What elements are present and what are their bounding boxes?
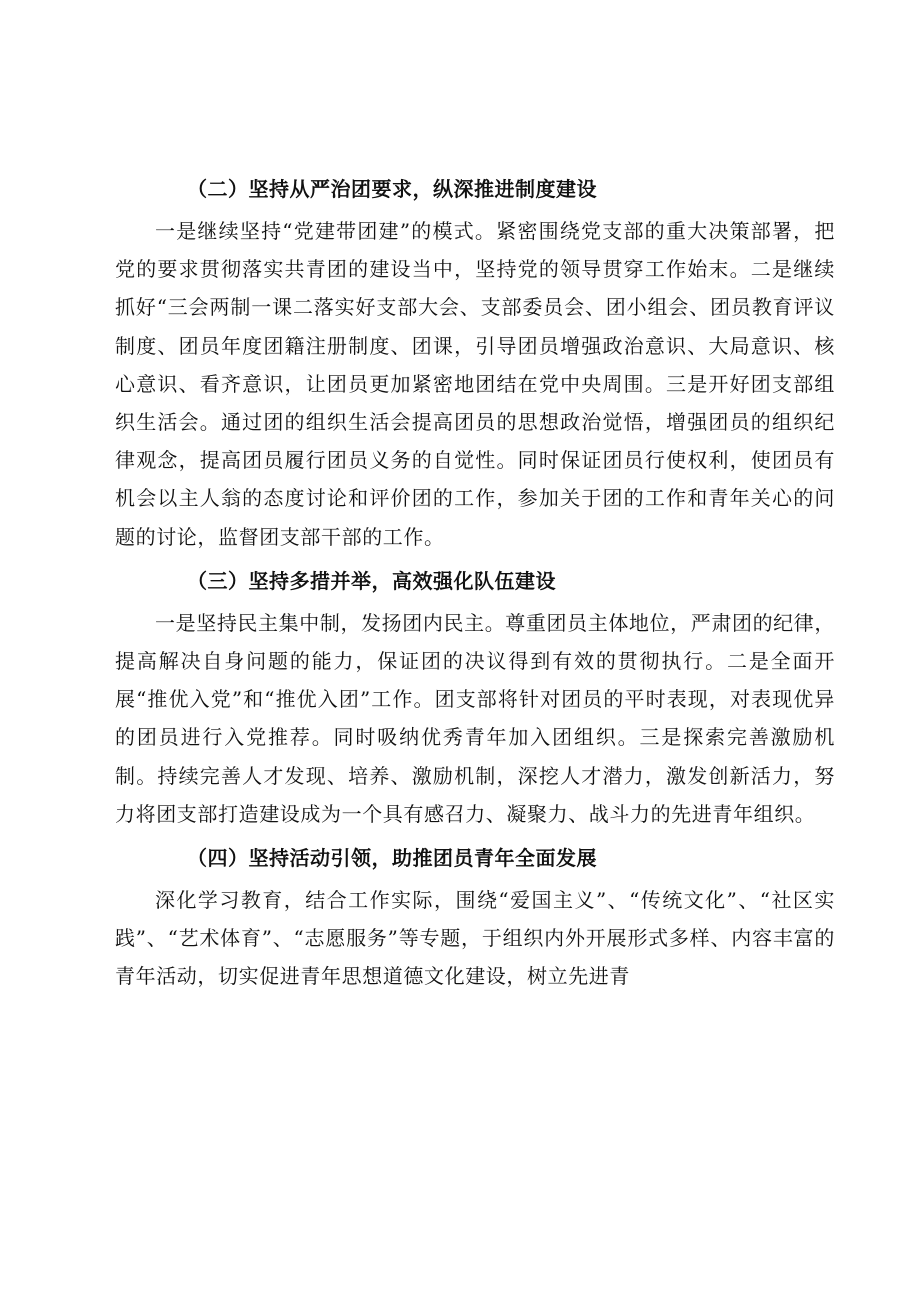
section-heading-4: （四）坚持活动引领，助推团员青年全面发展 [187, 846, 597, 871]
section-heading-2: （二）坚持从严治团要求，纵深推进制度建设 [187, 177, 597, 201]
section-heading-3: （三）坚持多措并举，高效强化队伍建设 [187, 568, 556, 593]
document-body [115, 170, 835, 996]
section-paragraph-2: 一是继续坚持“党建带团建”的模式。紧密围绕党支部的重大决策部署，把党的要求贯彻落实共青团的建设当中，坚持党的领导贯穿工作始末。二是继续抓好“三会两制一课二落实好支部大会、支部委员会、团小组会、团员教育评议制度、团员年度团籍注册制度、团课，引导团员增强政治意识、大局意识、核心意识、看齐意识，让团员更加紧密地团结在党中央周围。三是开好团支部组织生活会。通过团的组织生活会提高团员的思想政治觉悟，增强团员的组织纪律观念，提高团员履行团员义务的自觉性。同时保证团员行使权利，使团员有机会以主人翁的态度讨论和评价团的工作，参加关于团的工作和青年关心的问题的讨论，监督团支部干部的工作。 [115, 219, 835, 549]
section-paragraph-4: 深化学习教育，结合工作实际，围绕“爱国主义”、“传统文化”、“社区实践”、“艺术体育”、“志愿服务”等专题，于组织内外开展形式多样、内容丰富的青年活动，切实促进青年思想道德文化建设，树立先进青 [115, 888, 835, 989]
section-paragraph-3: 一是坚持民主集中制，发扬团内民主。尊重团员主体地位，严肃团的纪律，提高解决自身问题的能力，保证团的决议得到有效的贯彻执行。二是全面开展“推优入党”和“推优入团”工作。团支部将针对团员的平时表现，对表现优异的团员进行入党推荐。同时吸纳优秀青年加入团组织。三是探索完善激励机制。持续完善人才发现、培养、激励机制，深挖人才潜力，激发创新活力，努力将团支部打造建设成为一个具有感召力、凝聚力、战斗力的先进青年组织。 [115, 610, 835, 826]
